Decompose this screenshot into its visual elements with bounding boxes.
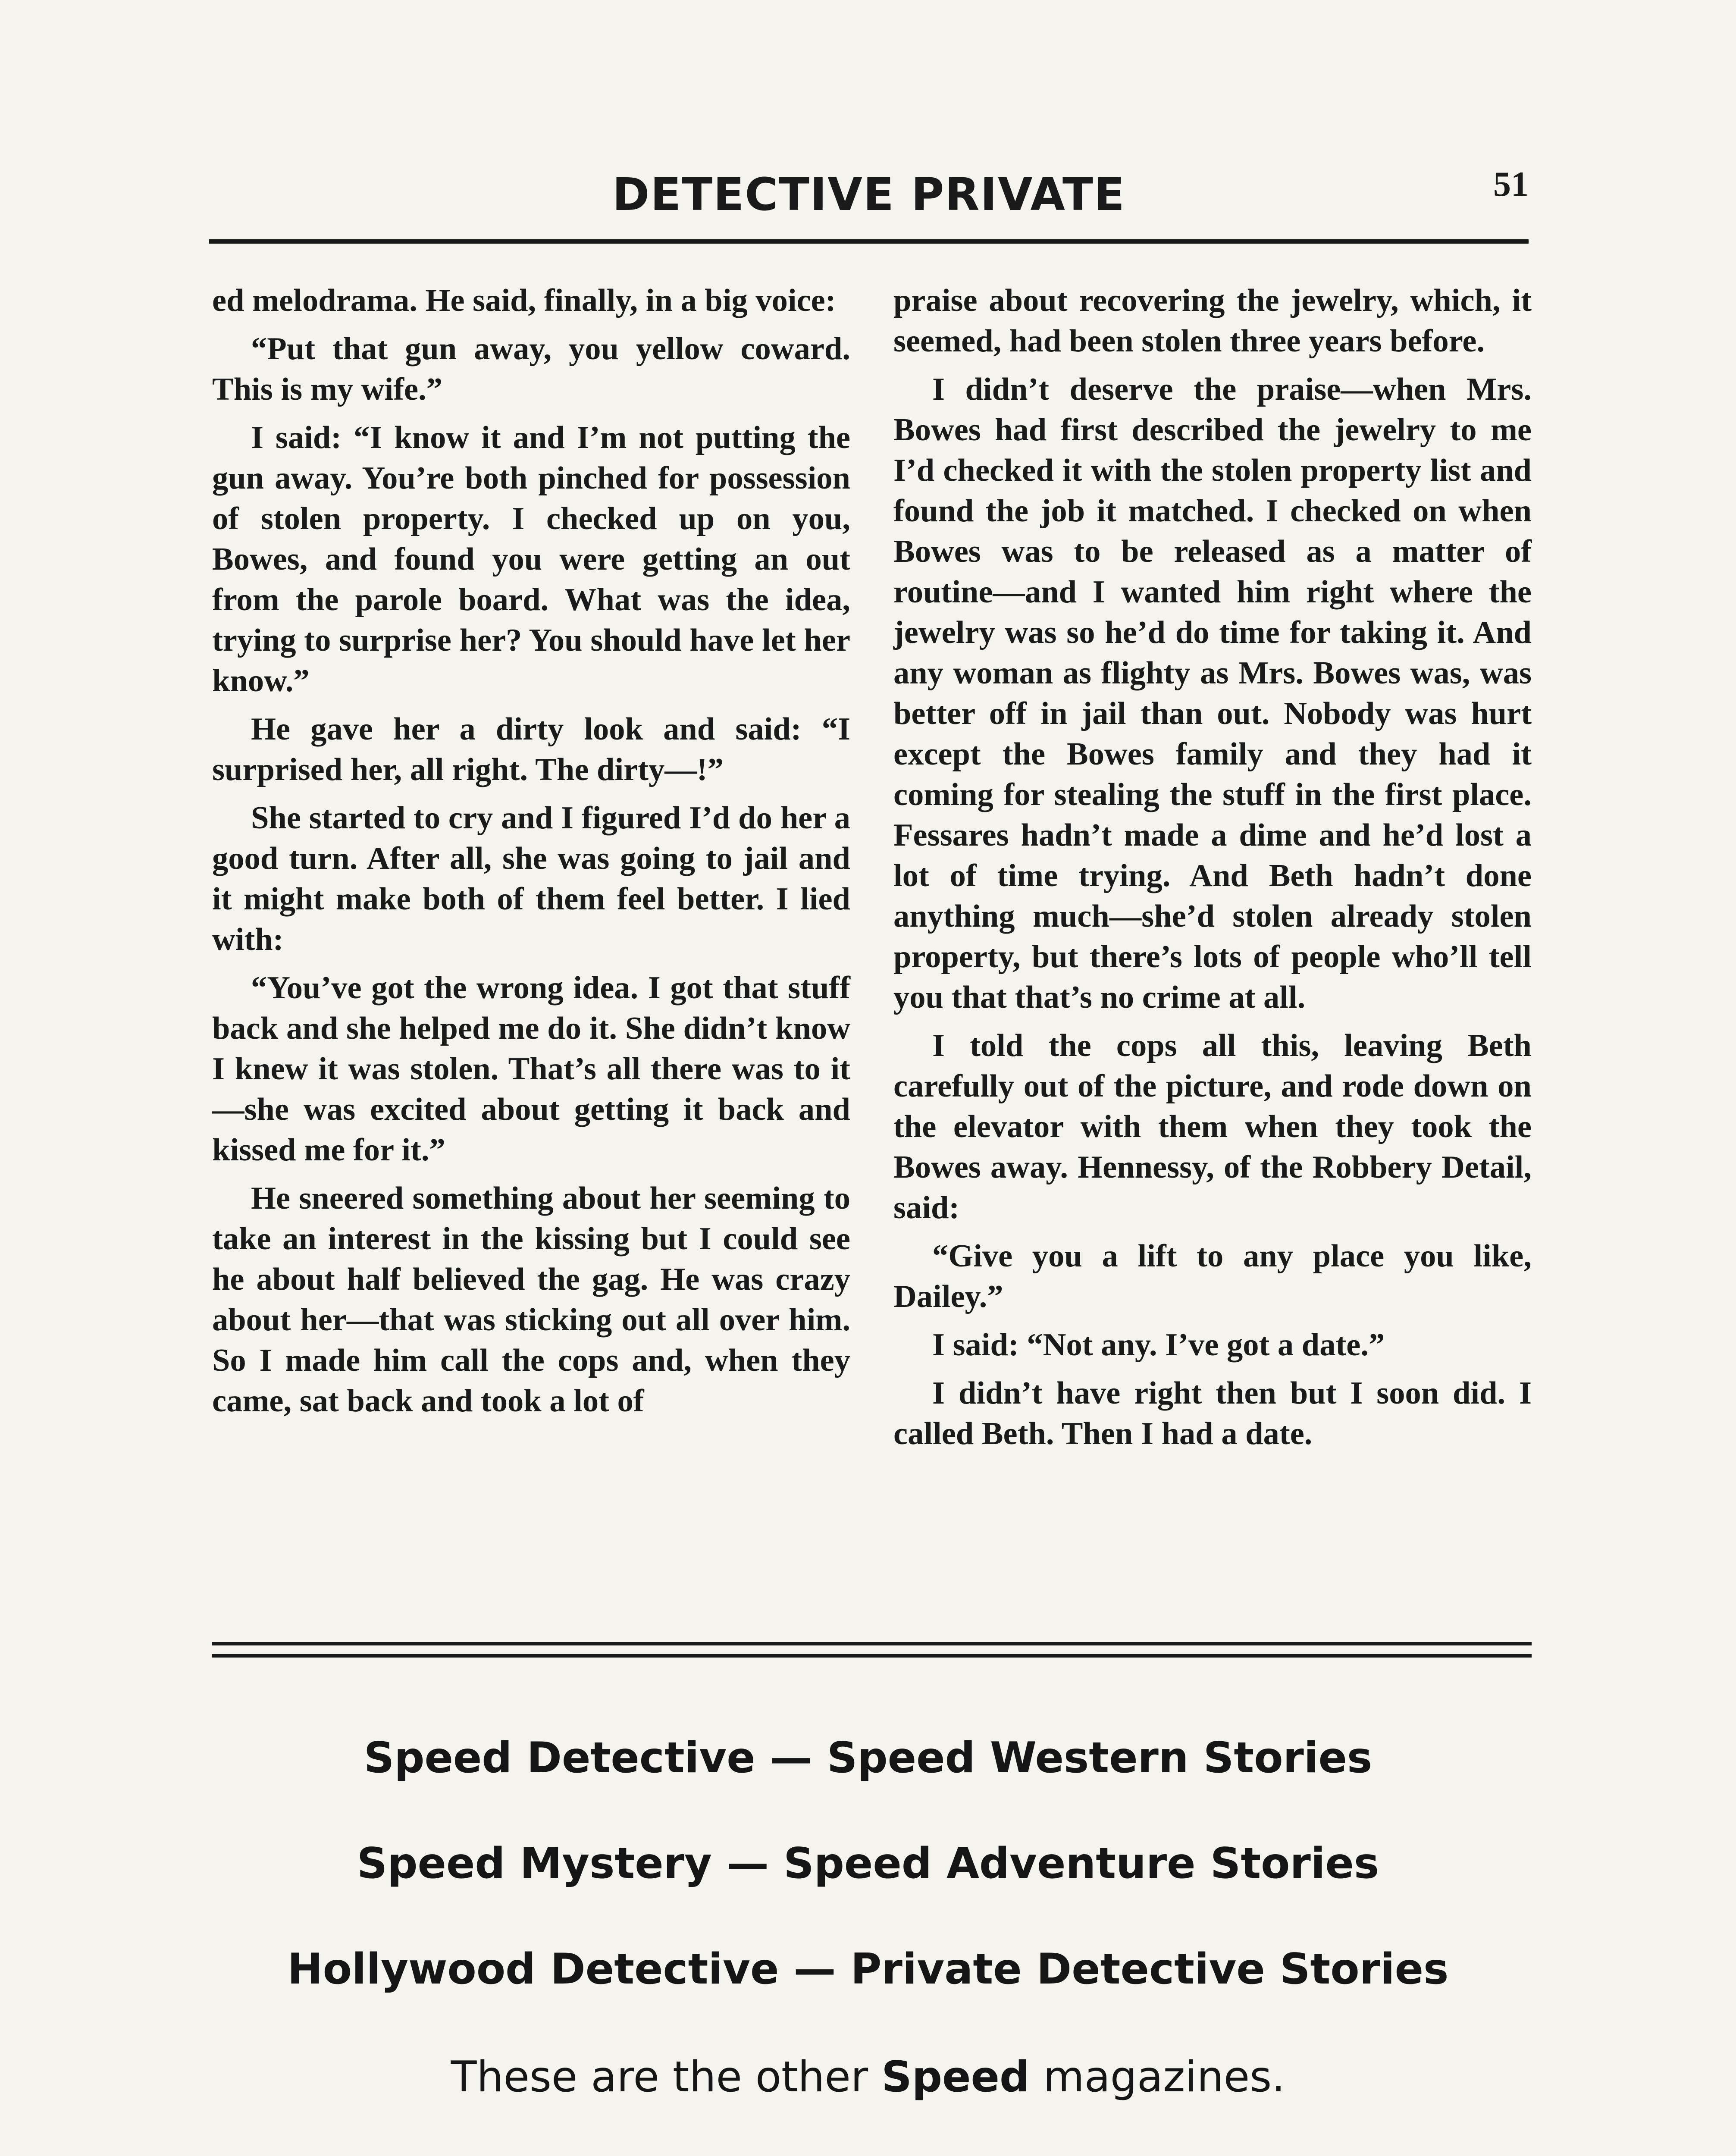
paragraph: praise about recovering the jewelry, which, it seemed, had been stolen three years before. bbox=[893, 283, 1532, 359]
paragraph: I said: “I know it and I’m not putting the gun away. You’re both pinched for possession of stolen property. I checked up on you, Bowes, and found you were getting an out from the parole board. What was the idea, trying to surprise her? You should have let her know.” bbox=[212, 420, 850, 699]
paragraph: I said: “Not any. I’ve got a date.” bbox=[932, 1327, 1385, 1363]
ad-line-1: Speed Detective — Speed Western Stories bbox=[363, 1733, 1373, 1783]
ad-line-4-after: magazines. bbox=[1030, 2053, 1285, 2102]
paragraph: ed melodrama. He said, finally, in a big voice: bbox=[212, 283, 836, 318]
ad-line-3: Hollywood Detective — Private Detective Stories bbox=[287, 1945, 1449, 1994]
paragraph: She started to cry and I figured I’d do her a good turn. After all, she was going to jail and it might make both of them feel better. I lied with: bbox=[212, 800, 850, 957]
page-number: 51 bbox=[1493, 164, 1529, 204]
left-column bbox=[212, 280, 850, 1429]
page-header bbox=[209, 160, 1529, 246]
paragraph: “Put that gun away, you yellow coward. This is my wife.” bbox=[212, 331, 850, 407]
paragraph: I told the cops all this, leaving Beth carefully out of the picture, and rode down on the elevator with them when they took the Bowes away. Hennessy, of the Robbery Detail, said: bbox=[893, 1028, 1532, 1225]
ad-line-4 bbox=[0, 2053, 1736, 2102]
divider-rule-bottom bbox=[212, 1654, 1532, 1658]
paragraph: “You’ve got the wrong idea. I got that stuff back and she helped me do it. She didn’t know I knew it was stolen. That’s all there was to it—she was excited about getting it back and kissed me for it.” bbox=[212, 970, 850, 1168]
ad-line-2: Speed Mystery — Speed Adventure Stories bbox=[357, 1839, 1379, 1888]
running-head: DETECTIVE PRIVATE bbox=[612, 168, 1125, 221]
paragraph: I didn’t deserve the praise—when Mrs. Bowes had first described the jewelry to me I’d checked it with the stolen property list and found the job it matched. I checked on when Bowes was to be released as a matter of routine—and I wanted him right where the jewelry was so he’d do time for taking it. And any woman as flighty as Mrs. Bowes was, was better off in jail than out. Nobody was hurt except the Bowes family and they had it coming for stealing the stuff in the first place. Fessares hadn’t made a dime and he’d lost a lot of time trying. And Beth hadn’t done anything much—she’d stolen already stolen property, but there’s lots of people who’ll tell you that that’s no crime at all. bbox=[893, 372, 1532, 1015]
ad-line-4-before: These are the other bbox=[451, 2053, 882, 2102]
paragraph: He gave her a dirty look and said: “I surprised her, all right. The dirty—!” bbox=[212, 711, 850, 787]
header-rule bbox=[209, 239, 1529, 244]
paragraph: He sneered something about her seeming to take an interest in the kissing but I could see he about half believed the gag. He was crazy about her—that was sticking out all over him. So I made him call the cops and, when they came, sat back and took a lot of bbox=[212, 1181, 850, 1419]
ad-line-4-speed: Speed bbox=[881, 2053, 1030, 2102]
paragraph: I didn’t have right then but I soon did. I called Beth. Then I had a date. bbox=[893, 1376, 1532, 1451]
divider-rule-top bbox=[212, 1642, 1532, 1645]
paragraph: “Give you a lift to any place you like, Dailey.” bbox=[893, 1238, 1532, 1314]
right-column bbox=[893, 280, 1532, 1462]
